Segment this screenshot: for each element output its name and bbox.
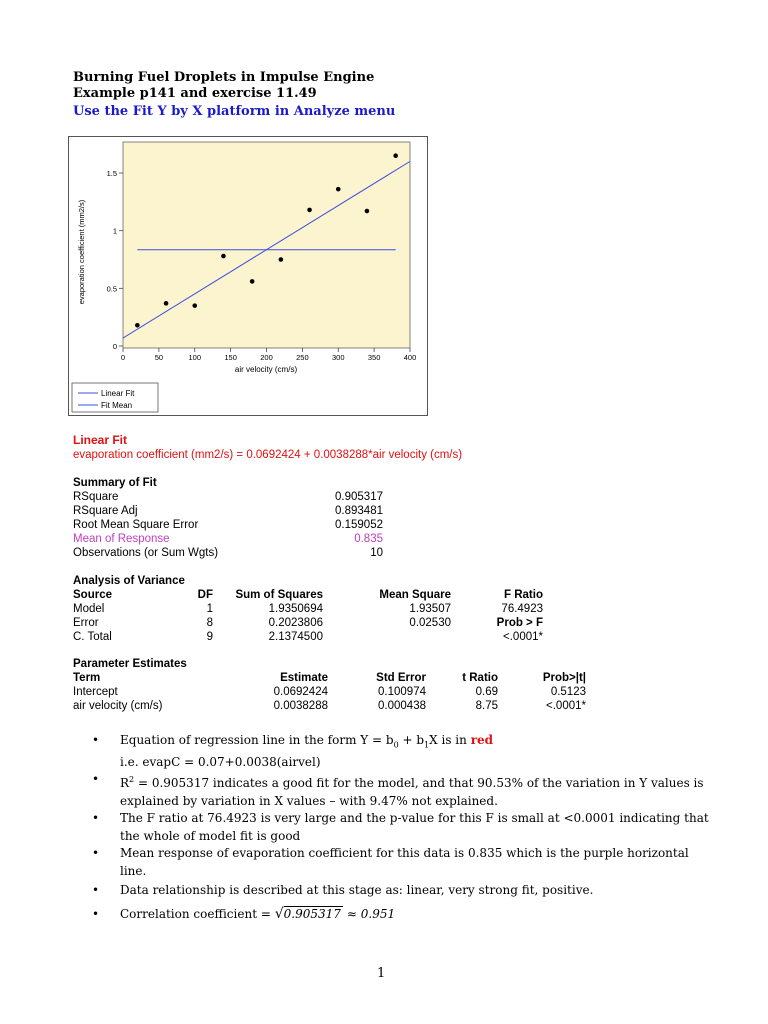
anova-column-header: DF	[197, 589, 213, 601]
y-tick-label: 0	[112, 342, 117, 351]
anova-cell: 2.1374500	[268, 631, 323, 643]
estimates-cell: 0.0692424	[273, 686, 328, 698]
data-point	[192, 303, 197, 308]
estimates-cell: <.0001*	[546, 700, 586, 712]
x-tick-label: 50	[154, 353, 164, 362]
summary-row	[73, 532, 383, 546]
x-tick-label: 250	[296, 353, 309, 362]
anova-column-header: Sum of Squares	[235, 589, 323, 601]
linear-fit-section	[73, 433, 462, 462]
anova-column-header: Source	[73, 589, 112, 601]
note-item: • The F ratio at 76.4923 is very large and the p-value for this F is small at <0.0001 indicating that the whole of model fit is good	[92, 811, 709, 843]
estimates-cell: 0.0038288	[273, 700, 328, 712]
estimates-header-row	[73, 671, 586, 685]
data-point	[164, 301, 169, 306]
summary-label: Observations (or Sum Wgts)	[73, 547, 219, 559]
anova-cell: C. Total	[73, 631, 112, 643]
sqrt-symbol: √	[274, 905, 284, 922]
linear-fit-heading: Linear Fit	[73, 433, 128, 447]
summary-label: Root Mean Square Error	[73, 519, 199, 531]
summary-label: Mean of Response	[73, 533, 170, 545]
estimates-cell: 0.5123	[550, 686, 586, 698]
data-point	[221, 254, 226, 259]
red-keyword: red	[470, 733, 494, 747]
notes-list	[92, 732, 712, 923]
note-item: • Correlation coefficient = √0.905317 ≈ 0.951	[92, 905, 396, 922]
summary-value: 0.893481	[335, 505, 383, 517]
estimates-cell: Intercept	[73, 686, 118, 698]
note-item: • $R^2 = 0.905317$ indicates a good fit for the model, and that 90.53% of the variation in Y values is explained by variation in X values – with 9.47% not explained.	[92, 772, 704, 808]
anova-section	[73, 574, 543, 644]
anova-cell: Error	[73, 617, 99, 629]
summary-of-fit-section	[73, 476, 383, 560]
data-point	[135, 323, 140, 328]
anova-column-header: F Ratio	[504, 589, 543, 601]
anova-column-header: Mean Square	[379, 589, 451, 601]
estimates-column-header: Std Error	[376, 672, 426, 684]
note-item: • Equation of regression line in the form $Y = b_0 + b_1X$ is in red i.e. evapC = 0.07+0.0038(airvel)	[92, 733, 494, 769]
anova-cell: 76.4923	[501, 603, 543, 615]
scatter-plot	[68, 136, 428, 416]
y-tick-label: 1.5	[106, 169, 117, 178]
anova-cell: 1.93507	[409, 603, 451, 615]
summary-value: 0.905317	[335, 491, 383, 503]
note-item: • Data relationship is described at this stage as: linear, very strong fit, positive.	[92, 883, 594, 898]
anova-cell: 1	[206, 603, 213, 615]
estimates-cell: 0.100974	[378, 686, 426, 698]
summary-value: 0.835	[354, 533, 383, 545]
anova-cell: 9	[206, 631, 213, 643]
anova-cell: 0.02530	[409, 617, 451, 629]
estimates-row	[73, 699, 586, 713]
estimates-column-header: Prob>|t|	[542, 672, 586, 684]
anova-cell: <.0001*	[503, 631, 543, 643]
summary-row	[73, 490, 383, 504]
estimates-cell: 8.75	[475, 700, 498, 712]
data-point	[279, 257, 284, 262]
x-tick-label: 400	[403, 353, 417, 362]
document-title: Burning Fuel Droplets in Impulse Engine	[73, 70, 375, 85]
summary-row	[73, 518, 383, 532]
data-point	[307, 208, 312, 213]
data-point	[393, 153, 398, 158]
sqrt-radicand: 0.905317	[283, 906, 341, 921]
estimates-cell: air velocity (cm/s)	[73, 700, 163, 712]
summary-row	[73, 504, 383, 518]
data-point	[250, 279, 255, 284]
anova-heading: Analysis of Variance	[73, 575, 185, 587]
anova-row	[73, 616, 543, 630]
estimates-column-header: Term	[73, 672, 101, 684]
estimates-row	[73, 685, 586, 699]
document-subtitle: Example p141 and exercise 11.49	[73, 86, 317, 101]
note-item: • Mean response of evaporation coefficient for this data is 0.835 which is the purple horizontal line.	[92, 846, 689, 878]
summary-heading: Summary of Fit	[73, 477, 157, 489]
y-tick-label: 0.5	[106, 284, 117, 294]
x-axis-label: air velocity (cm/s)	[234, 365, 298, 374]
instruction-text: Use the Fit Y by X platform in Analyze menu	[73, 104, 396, 119]
legend-label: Fit Mean	[101, 401, 133, 410]
anova-row	[73, 630, 543, 644]
estimates-cell: 0.69	[475, 686, 498, 698]
parameter-estimates-section	[73, 657, 586, 713]
plot-area	[123, 142, 410, 348]
y-axis-label: evaporation coefficient (mm2/s)	[77, 199, 86, 305]
summary-row	[73, 546, 383, 560]
anova-cell: 1.9350694	[268, 603, 323, 615]
parameter-estimates-heading: Parameter Estimates	[73, 658, 187, 670]
x-tick-label: 0	[120, 353, 126, 362]
x-tick-label: 350	[367, 353, 381, 362]
data-point	[336, 187, 341, 192]
summary-label: RSquare	[73, 491, 119, 503]
summary-label: RSquare Adj	[73, 505, 138, 517]
estimates-cell: 0.000438	[378, 700, 426, 712]
x-tick-label: 300	[331, 353, 345, 362]
estimates-column-header: Estimate	[280, 672, 328, 684]
summary-value: 0.159052	[335, 519, 383, 531]
page-number: 1	[377, 966, 386, 981]
anova-row	[73, 602, 543, 616]
legend-label: Linear Fit	[101, 389, 135, 398]
x-tick-label: 200	[260, 353, 273, 362]
correlation-result: ≈ 0.951	[346, 906, 396, 921]
summary-value: 10	[370, 547, 383, 559]
estimates-column-header: t Ratio	[462, 672, 498, 684]
data-point	[365, 209, 370, 214]
anova-header-row	[73, 588, 543, 602]
regression-equation: evaporation coefficient (mm2/s) = 0.0692424 + 0.0038288*air velocity (cm/s)	[73, 449, 463, 461]
anova-cell: 0.2023806	[268, 617, 323, 629]
anova-cell: Model	[73, 603, 105, 615]
anova-cell: Prob > F	[496, 617, 543, 629]
y-tick-label: 1	[112, 226, 117, 236]
x-tick-label: 150	[224, 353, 237, 362]
simplified-equation: i.e. evapC = 0.07+0.0038(airvel)	[120, 754, 321, 769]
x-tick-label: 100	[188, 353, 202, 362]
bullet-dot: •	[92, 733, 100, 747]
anova-cell: 8	[206, 617, 213, 629]
